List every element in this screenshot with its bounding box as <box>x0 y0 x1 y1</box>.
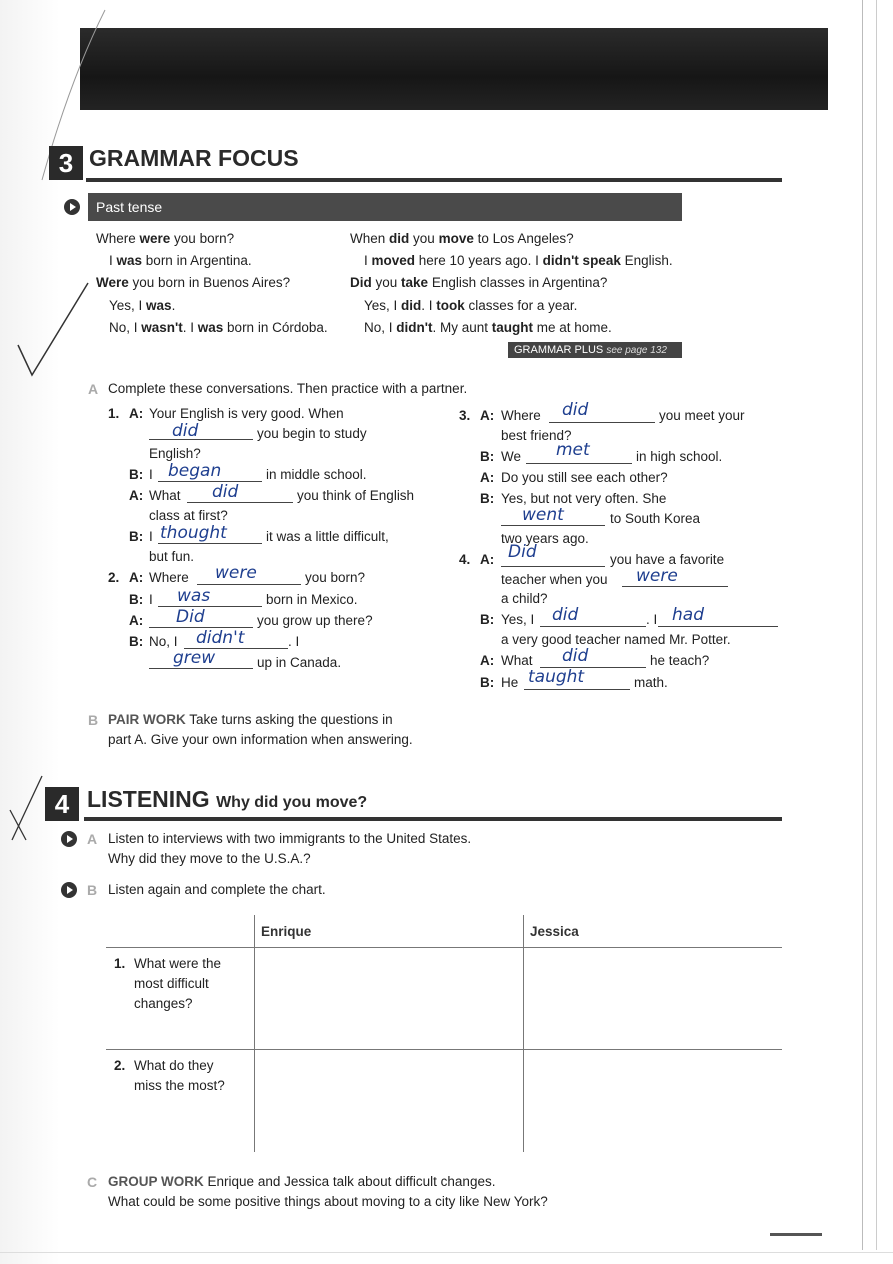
header-dark-banner <box>80 28 828 110</box>
speaker-label: A: <box>129 570 144 585</box>
answer-blank[interactable] <box>149 439 253 440</box>
right-margin-line-2 <box>876 0 877 1250</box>
chart-answer-cell[interactable] <box>255 1050 524 1152</box>
handwritten-answer: did <box>562 646 589 666</box>
answer-blank[interactable] <box>622 586 728 587</box>
answer-blank[interactable] <box>158 481 262 482</box>
dialog-text: Where <box>149 570 189 585</box>
dialog-text: two years ago. <box>501 531 589 546</box>
speaker-label: B: <box>129 634 144 649</box>
group-work-instruction-2: What could be some positive things about moving to a city like New York? <box>108 1194 548 1209</box>
chart-answer-cell[interactable] <box>524 948 783 1050</box>
handwritten-answer: were <box>636 566 678 586</box>
speaker-label: A: <box>480 470 495 485</box>
dialog-text: I <box>149 467 153 482</box>
answer-blank[interactable] <box>197 584 301 585</box>
dialog-text: in middle school. <box>266 467 367 482</box>
dialog-text: you have a favorite <box>610 552 725 567</box>
dialog-text: No, I <box>149 634 178 649</box>
handwritten-answer: did <box>172 421 199 441</box>
dialog-text: you grow up there? <box>257 613 373 628</box>
dialog-text: Where <box>501 408 541 423</box>
handwritten-answer: grew <box>173 648 216 668</box>
grammar-example: When did you move to Los Angeles? <box>350 231 574 246</box>
pair-work-instruction: PAIR WORK Take turns asking the questions in <box>108 712 393 727</box>
audio-play-icon[interactable] <box>61 831 77 847</box>
x-mark-icon <box>4 770 44 850</box>
grammar-example: No, I didn't. My aunt taught me at home. <box>364 320 612 335</box>
part-letter: B <box>88 712 99 728</box>
speaker-label: B: <box>129 467 144 482</box>
handwritten-answer: did <box>212 482 239 502</box>
dialog-text: class at first? <box>149 508 228 523</box>
section-title: GRAMMAR FOCUS <box>89 145 299 171</box>
dialog-text: He <box>501 675 519 690</box>
listening-instruction: Listen again and complete the chart. <box>108 882 326 897</box>
speaker-label: B: <box>480 449 495 464</box>
dialog-text: to South Korea <box>610 511 701 526</box>
speaker-label: A: <box>480 552 495 567</box>
grammar-subheading: Past tense <box>88 193 682 221</box>
handwritten-answer: did <box>562 400 589 420</box>
listening-chart <box>106 915 782 1152</box>
dialog-text: you think of English <box>297 488 415 503</box>
dialog-text: best friend? <box>501 428 572 443</box>
handwritten-answer: did <box>552 605 579 625</box>
section-rule <box>84 817 782 821</box>
dialog-text: but fun. <box>149 549 195 564</box>
handwritten-answer: was <box>177 586 211 606</box>
answer-blank[interactable] <box>149 668 253 669</box>
dialog-text: I <box>149 529 153 544</box>
dialog-text: a very good teacher named Mr. Potter. <box>501 632 731 647</box>
dialog-text: you born? <box>305 570 366 585</box>
dialog-text: I <box>149 592 153 607</box>
dialog-text: born in Mexico. <box>266 592 358 607</box>
answer-blank[interactable] <box>524 689 630 690</box>
answer-blank[interactable] <box>658 626 778 627</box>
dialog-text: English? <box>149 446 201 461</box>
grammar-example: Yes, I did. I took classes for a year. <box>364 298 578 313</box>
dialog-text: he teach? <box>650 653 710 668</box>
answer-blank[interactable] <box>187 502 293 503</box>
chart-question: 2. What do they miss the most? <box>106 1050 255 1152</box>
section-number: 4 <box>45 787 79 821</box>
listening-instruction: Listen to interviews with two immigrants to the United States. <box>108 831 472 846</box>
dialog-text: Your English is very good. When <box>149 406 344 421</box>
speaker-label: B: <box>129 592 144 607</box>
speaker-label: B: <box>480 612 495 627</box>
chart-header: Jessica <box>524 915 783 948</box>
handwritten-answer: Did <box>176 607 205 627</box>
chart-question: 1. What were the most difficult changes? <box>114 956 222 1011</box>
dialog-text: Do you still see each other? <box>501 470 668 485</box>
dialog-text: a child? <box>501 591 548 606</box>
item-number: 1. <box>108 406 120 421</box>
dialog-text: Yes, I <box>501 612 535 627</box>
dialog-text: What <box>501 653 533 668</box>
handwritten-answer: had <box>672 605 704 625</box>
grammar-example: I was born in Argentina. <box>109 253 252 268</box>
dialog-text: . I <box>288 634 300 649</box>
part-letter: B <box>87 882 98 898</box>
answer-blank[interactable] <box>540 626 646 627</box>
item-number: 4. <box>459 552 471 567</box>
grammar-example: Were you born in Buenos Aires? <box>96 275 291 290</box>
handwritten-answer: met <box>556 440 590 460</box>
dialog-text: it was a little difficult, <box>266 529 389 544</box>
dialog-text: in high school. <box>636 449 723 464</box>
answer-blank[interactable] <box>158 606 262 607</box>
handwritten-answer: were <box>215 563 257 583</box>
audio-play-icon[interactable] <box>61 882 77 898</box>
dialog-text: you begin to study <box>257 426 367 441</box>
speaker-label: B: <box>480 491 495 506</box>
grammar-example: No, I wasn't. I was born in Córdoba. <box>109 320 328 335</box>
right-margin-line <box>862 0 863 1250</box>
answer-blank[interactable] <box>501 525 605 526</box>
handwritten-answer: didn't <box>196 628 245 648</box>
part-letter: A <box>87 831 98 847</box>
answer-blank[interactable] <box>158 543 262 544</box>
dialog-text: Yes, but not very often. She <box>501 491 667 506</box>
item-number: 3. <box>459 408 471 423</box>
handwritten-answer: taught <box>528 667 585 687</box>
section-title: LISTENING Why did you move? <box>87 786 368 812</box>
checkmark-icon <box>10 275 90 385</box>
part-letter: C <box>87 1174 98 1190</box>
handwritten-answer: went <box>522 505 564 525</box>
grammar-example: Yes, I was. <box>109 298 176 313</box>
grammar-plus-badge[interactable]: GRAMMAR PLUS see page 132 <box>508 342 682 358</box>
audio-play-icon[interactable] <box>64 199 80 215</box>
dialog-text: We <box>501 449 522 464</box>
grammar-example: Did you take English classes in Argentina? <box>350 275 608 290</box>
speaker-label: A: <box>480 408 495 423</box>
bottom-edge-line <box>0 1252 893 1253</box>
dialog-text: What <box>149 488 181 503</box>
pair-work-instruction-2: part A. Give your own information when answering. <box>108 732 413 747</box>
footer-mark <box>770 1233 822 1236</box>
dialog-text: you meet your <box>659 408 745 423</box>
dialog-text: up in Canada. <box>257 655 342 670</box>
handwritten-answer: Did <box>508 542 537 562</box>
chart-answer-cell[interactable] <box>255 948 524 1050</box>
dialog-text: teacher when you <box>501 572 608 587</box>
section-number: 3 <box>49 146 83 180</box>
speaker-label: A: <box>480 653 495 668</box>
listening-instruction-2: Why did they move to the U.S.A.? <box>108 851 311 866</box>
dialog-text: math. <box>634 675 668 690</box>
group-work-instruction: GROUP WORK Enrique and Jessica talk about difficult changes. <box>108 1174 496 1189</box>
grammar-example: I moved here 10 years ago. I didn't speak English. <box>364 253 673 268</box>
answer-blank[interactable] <box>526 463 632 464</box>
grammar-example: Where were you born? <box>96 231 235 246</box>
chart-answer-cell[interactable] <box>524 1050 783 1152</box>
speaker-label: A: <box>129 613 144 628</box>
item-number: 2. <box>108 570 120 585</box>
instruction: Complete these conversations. Then practice with a partner. <box>108 381 468 396</box>
chart-header: Enrique <box>255 915 524 948</box>
section-rule <box>86 178 782 182</box>
speaker-label: B: <box>129 529 144 544</box>
handwritten-answer: began <box>168 461 222 481</box>
answer-blank[interactable] <box>549 422 655 423</box>
speaker-label: A: <box>129 406 144 421</box>
part-letter: A <box>88 381 99 397</box>
dialog-text: . I <box>646 612 658 627</box>
speaker-label: B: <box>480 675 495 690</box>
answer-blank[interactable] <box>501 566 605 567</box>
speaker-label: A: <box>129 488 144 503</box>
handwritten-answer: thought <box>160 523 227 543</box>
